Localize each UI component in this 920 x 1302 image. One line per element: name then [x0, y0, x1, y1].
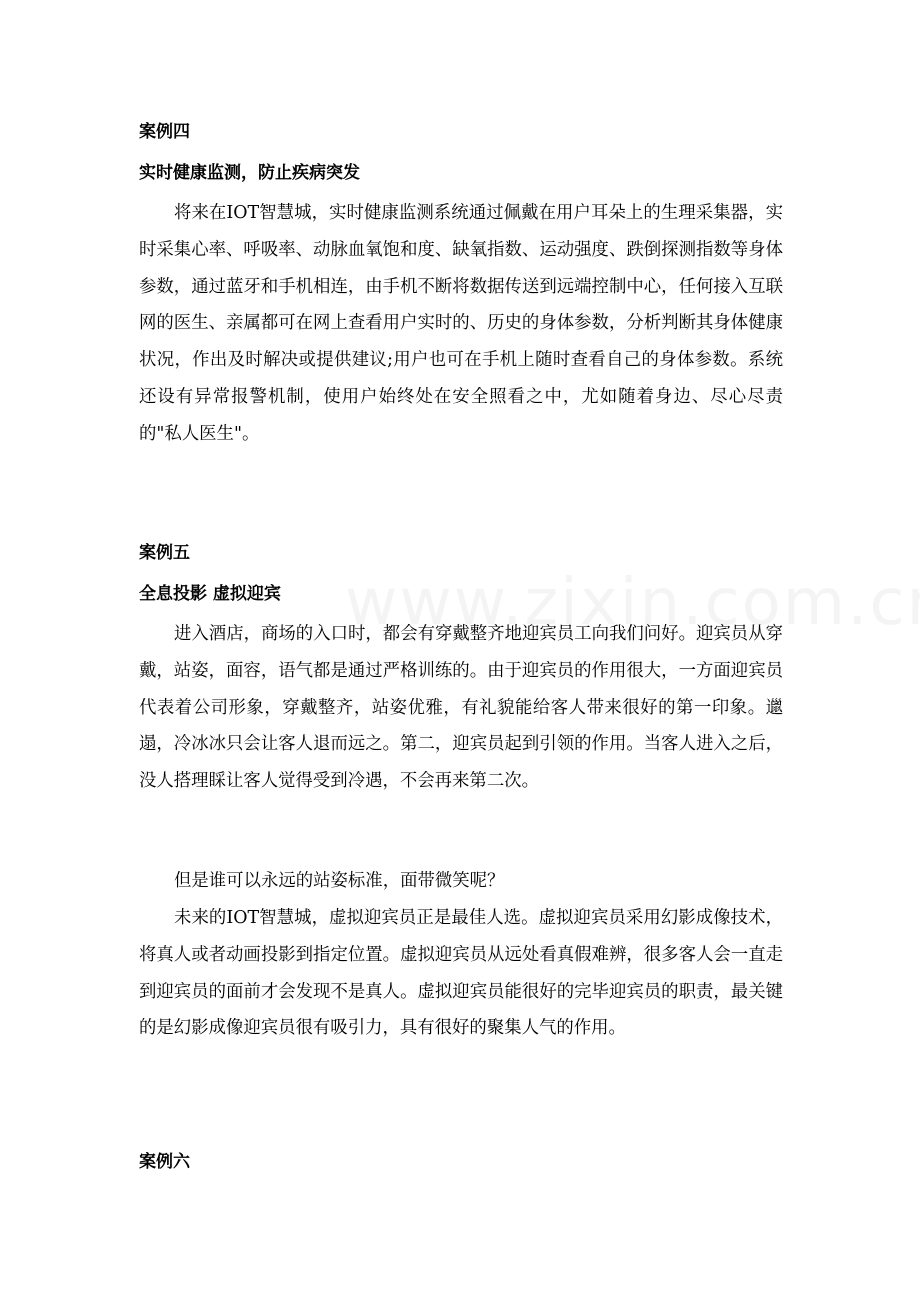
- case5-label: 案例五: [139, 543, 190, 563]
- case5-paragraph-1: 进入酒店，商场的入口时，都会有穿戴整齐地迎宾员工向我们问好。迎宾员从穿戴，站姿，面容，语气都是通过严格训练的。由于迎宾员的作用很大，一方面迎宾员代表着公司形象，穿戴整齐，站姿优雅，有礼貌能给客人带来很好的第一印象。邋遢，冷冰冰只会让客人退而远之。第二，迎宾员起到引领的作用。当客人进入之后，没人搭理睬让客人觉得受到冷遇，不会再来第二次。: [139, 624, 783, 792]
- case5-title: 全息投影 虚拟迎宾: [139, 584, 281, 604]
- case4-paragraph: 将来在IOT智慧城，实时健康监测系统通过佩戴在用户耳朵上的生理采集器，实时采集心率、呼吸率、动脉血氧饱和度、缺氧指数、运动强度、跌倒探测指数等身体参数，通过蓝牙和手机相连，由手机不断将数据传送到远端控制中心，任何接入互联网的医生、亲属都可在网上查看用户实时的、历史的身体参数，分析判断其身体健康状况，作出及时解决或提供建议;用户也可在手机上随时查看自己的身体参数。系统还设有异常报警机制，使用户始终处在安全照看之中，尤如随着身边、尽心尽责的"私人医生"。: [139, 203, 783, 444]
- case4-label: 案例四: [139, 122, 190, 142]
- case5-paragraph-2: 但是谁可以永远的站姿标准，面带微笑呢？: [174, 871, 505, 891]
- case6-label: 案例六: [139, 1152, 190, 1172]
- case4-title: 实时健康监测，防止疾病突发: [139, 163, 360, 183]
- case5-paragraph-3: 未来的IOT智慧城，虚拟迎宾员正是最佳人选。虚拟迎宾员采用幻影成像技术，将真人或者动画投影到指定位置。虚拟迎宾员从远处看真假难辨，很多客人会一直走到迎宾员的面前才会发现不是真人。虚拟迎宾员能很好的完毕迎宾员的职责，最关键的是幻影成像迎宾员很有吸引力，具有很好的聚集人气的作用。: [139, 908, 783, 1039]
